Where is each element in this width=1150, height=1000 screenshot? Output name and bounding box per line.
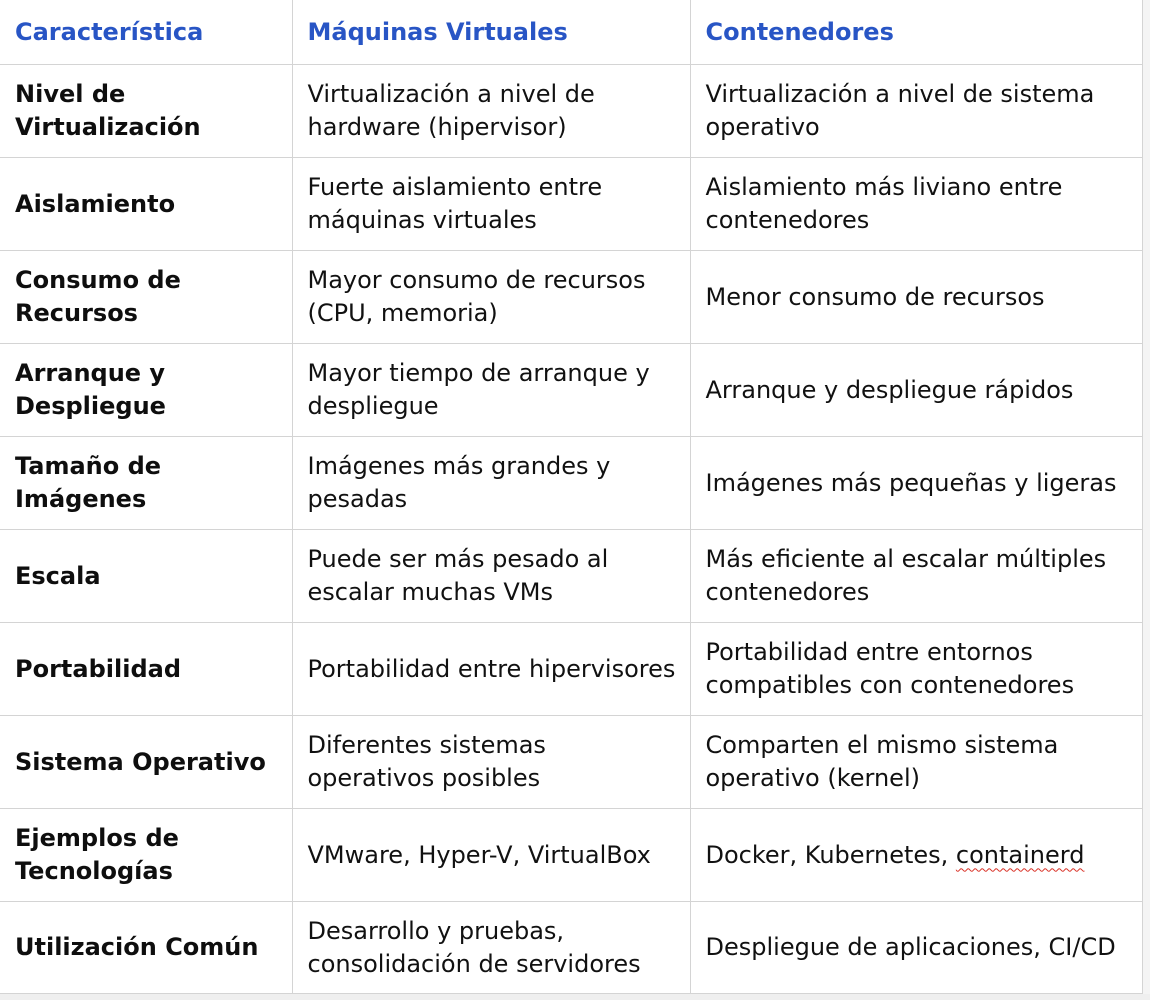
vm-cell[interactable]: Portabilidad entre hipervisores — [292, 623, 690, 716]
vm-cell[interactable]: VMware, Hyper-V, VirtualBox — [292, 809, 690, 902]
table-row — [0, 344, 1142, 437]
table-row — [0, 530, 1142, 623]
containers-cell[interactable]: Menor consumo de recursos — [690, 251, 1142, 344]
feature-cell[interactable]: Utilización Común — [0, 902, 292, 994]
containers-cell[interactable]: Arranque y despliegue rápidos — [690, 344, 1142, 437]
containers-cell[interactable]: Virtualización a nivel de sistema operativo — [690, 65, 1142, 158]
table-row — [0, 251, 1142, 344]
vm-cell[interactable]: Virtualización a nivel de hardware (hipervisor) — [292, 65, 690, 158]
feature-cell[interactable]: Escala — [0, 530, 292, 623]
vm-cell[interactable]: Mayor consumo de recursos (CPU, memoria) — [292, 251, 690, 344]
table-row — [0, 902, 1142, 994]
containers-cell[interactable]: Aislamiento más liviano entre contenedores — [690, 158, 1142, 251]
table-row — [0, 65, 1142, 158]
header-cell-virtual-machines[interactable]: Máquinas Virtuales — [292, 0, 690, 65]
feature-cell[interactable]: Ejemplos de Tecnologías — [0, 809, 292, 902]
header-cell-containers[interactable]: Contenedores — [690, 0, 1142, 65]
feature-cell[interactable]: Sistema Operativo — [0, 716, 292, 809]
page-right-edge — [1142, 0, 1150, 1000]
page-bottom-edge — [0, 994, 1150, 1000]
table-header-row — [0, 0, 1142, 65]
feature-cell[interactable]: Aislamiento — [0, 158, 292, 251]
containers-text: Docker, Kubernetes, — [705, 840, 956, 869]
vm-cell[interactable]: Diferentes sistemas operativos posibles — [292, 716, 690, 809]
containers-cell[interactable]: Más eficiente al escalar múltiples contenedores — [690, 530, 1142, 623]
table-row — [0, 623, 1142, 716]
spellcheck-flagged-word[interactable]: containerd — [955, 840, 1085, 869]
containers-cell[interactable]: Comparten el mismo sistema operativo (kernel) — [690, 716, 1142, 809]
containers-cell[interactable]: Portabilidad entre entornos compatibles con contenedores — [690, 623, 1142, 716]
table-row — [0, 437, 1142, 530]
vm-cell[interactable]: Puede ser más pesado al escalar muchas VMs — [292, 530, 690, 623]
containers-cell[interactable] — [690, 809, 1142, 902]
table-row — [0, 158, 1142, 251]
vm-cell[interactable]: Imágenes más grandes y pesadas — [292, 437, 690, 530]
containers-cell[interactable]: Imágenes más pequeñas y ligeras — [690, 437, 1142, 530]
table-row — [0, 809, 1142, 902]
header-cell-feature[interactable]: Característica — [0, 0, 292, 65]
vm-cell[interactable]: Desarrollo y pruebas, consolidación de servidores — [292, 902, 690, 994]
feature-cell[interactable]: Arranque y Despliegue — [0, 344, 292, 437]
feature-cell[interactable]: Nivel de Virtualización — [0, 65, 292, 158]
vm-cell[interactable]: Mayor tiempo de arranque y despliegue — [292, 344, 690, 437]
vm-cell[interactable]: Fuerte aislamiento entre máquinas virtuales — [292, 158, 690, 251]
feature-cell[interactable]: Tamaño de Imágenes — [0, 437, 292, 530]
containers-cell[interactable]: Despliegue de aplicaciones, CI/CD — [690, 902, 1142, 994]
feature-cell[interactable]: Portabilidad — [0, 623, 292, 716]
feature-cell[interactable]: Consumo de Recursos — [0, 251, 292, 344]
table-row — [0, 716, 1142, 809]
